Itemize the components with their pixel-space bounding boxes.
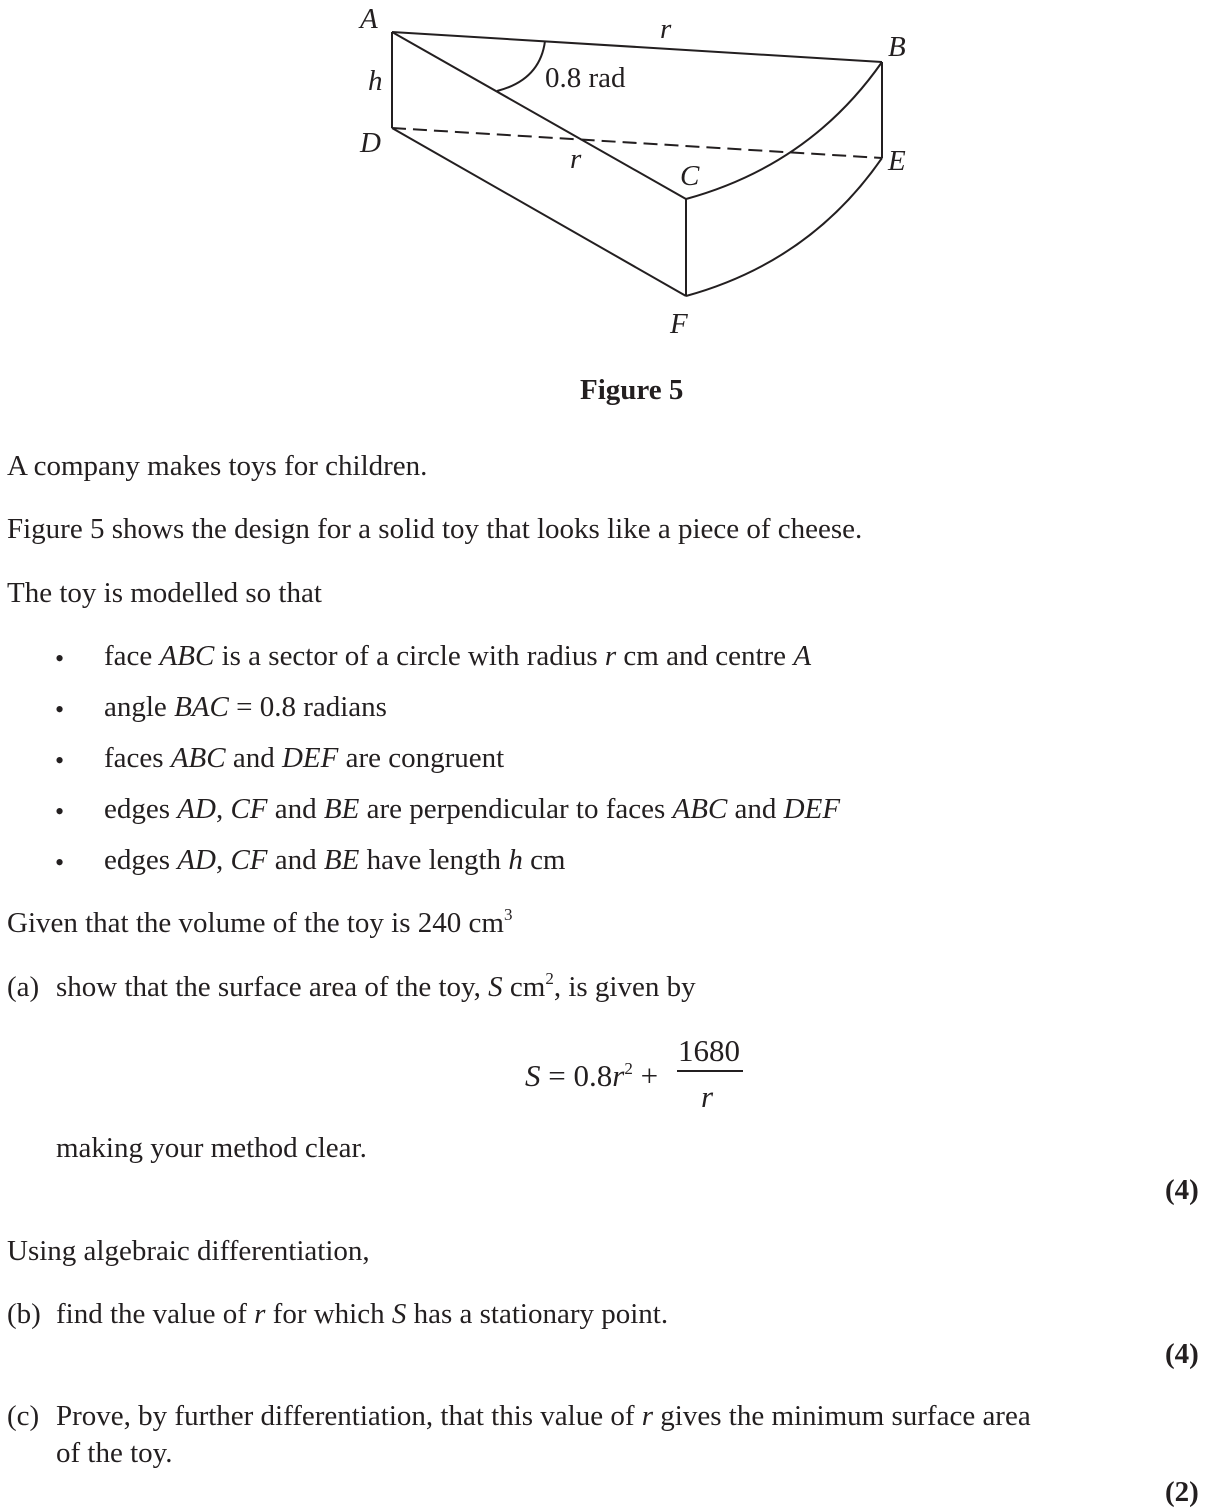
text-fragment: are perpendicular to faces bbox=[359, 793, 673, 825]
label-E: E bbox=[888, 145, 906, 177]
math-variable: r bbox=[254, 1298, 266, 1330]
part-a-label: (a) bbox=[7, 971, 40, 1003]
part-a-question bbox=[56, 969, 696, 1003]
part-c-marks: (2) bbox=[1165, 1476, 1199, 1508]
instruction-using: Using algebraic differentiation, bbox=[7, 1235, 370, 1267]
intro-line-3: The toy is modelled so that bbox=[7, 577, 322, 609]
edge-DF bbox=[392, 128, 686, 296]
formula-power: 2 bbox=[624, 1059, 633, 1078]
math-variable: BE bbox=[323, 793, 360, 825]
bullet-icon: • bbox=[55, 695, 65, 724]
part-a-var-S: S bbox=[488, 971, 503, 1003]
text-fragment: find the value of bbox=[56, 1298, 255, 1330]
math-variable: r bbox=[641, 1400, 654, 1432]
angle-arc bbox=[497, 41, 545, 91]
text-fragment: Prove, by further differentiation, that this value of bbox=[56, 1400, 642, 1432]
part-c-question bbox=[56, 1402, 1031, 1431]
label-F: F bbox=[670, 308, 688, 340]
text-fragment: edges bbox=[104, 793, 178, 825]
figure-5-diagram bbox=[0, 0, 1218, 340]
math-variable: r bbox=[604, 640, 617, 672]
math-variable: CF bbox=[230, 844, 268, 876]
formula-S: S bbox=[525, 1058, 541, 1093]
intro-line-2: Figure 5 shows the design for a solid toy that looks like a piece of cheese. bbox=[7, 513, 863, 545]
formula-fraction-bar bbox=[677, 1070, 743, 1072]
formula-plus: + bbox=[632, 1058, 659, 1093]
bullet-icon: • bbox=[55, 746, 65, 775]
part-a-marks: (4) bbox=[1165, 1174, 1199, 1206]
label-B: B bbox=[888, 31, 906, 63]
math-variable: ABC bbox=[159, 640, 215, 672]
label-angle: 0.8 rad bbox=[545, 62, 626, 94]
figure-caption: Figure 5 bbox=[580, 374, 684, 406]
text-fragment: angle bbox=[104, 691, 175, 723]
math-variable: h bbox=[508, 844, 523, 876]
bullet-icon: • bbox=[55, 848, 65, 877]
label-C: C bbox=[680, 160, 700, 192]
condition-item bbox=[104, 846, 566, 875]
part-b-marks: (4) bbox=[1165, 1338, 1199, 1370]
math-variable: S bbox=[391, 1298, 407, 1330]
math-variable: AD bbox=[177, 793, 216, 825]
bullet-icon: • bbox=[55, 644, 65, 673]
formula-coefficient: = 0.8 bbox=[540, 1058, 613, 1093]
formula-denominator: r bbox=[701, 1079, 714, 1114]
formula-r: r bbox=[612, 1058, 625, 1093]
edge-AC bbox=[392, 32, 686, 199]
volume-statement bbox=[7, 905, 513, 939]
part-c-label: (c) bbox=[7, 1400, 40, 1432]
text-fragment: and bbox=[225, 742, 282, 774]
text-fragment: is a sector of a circle with radius bbox=[214, 640, 605, 672]
math-variable: CF bbox=[230, 793, 268, 825]
label-D: D bbox=[360, 127, 381, 159]
formula-lhs bbox=[525, 1058, 658, 1094]
part-a-unit-power: 2 bbox=[545, 969, 554, 988]
label-r-top: r bbox=[660, 13, 672, 45]
text-fragment: have length bbox=[359, 844, 509, 876]
math-variable: DEF bbox=[281, 742, 339, 774]
text-fragment: cm bbox=[522, 844, 566, 876]
text-fragment: , bbox=[215, 844, 231, 876]
label-A: A bbox=[360, 3, 378, 35]
text-fragment: = 0.8 radians bbox=[228, 691, 387, 723]
math-variable: ABC bbox=[170, 742, 226, 774]
text-fragment: and bbox=[267, 793, 324, 825]
part-b-question bbox=[56, 1300, 668, 1329]
text-fragment: for which bbox=[265, 1298, 392, 1330]
math-variable: AD bbox=[177, 844, 216, 876]
part-a-text-after: , is given by bbox=[553, 971, 696, 1003]
label-r-mid: r bbox=[570, 143, 582, 175]
condition-item bbox=[104, 795, 840, 824]
condition-item bbox=[104, 744, 504, 773]
formula-numerator: 1680 bbox=[678, 1033, 740, 1068]
part-a-closing: making your method clear. bbox=[56, 1132, 367, 1164]
label-h: h bbox=[368, 65, 383, 97]
bullet-icon: • bbox=[55, 797, 65, 826]
volume-text: Given that the volume of the toy is 240 cm bbox=[7, 907, 504, 939]
part-a-unit: cm bbox=[502, 971, 546, 1003]
part-b-label: (b) bbox=[7, 1298, 41, 1330]
arc-CB bbox=[686, 62, 882, 199]
math-variable: DEF bbox=[783, 793, 841, 825]
text-fragment: and bbox=[267, 844, 324, 876]
text-fragment: gives the minimum surface area bbox=[653, 1400, 1031, 1432]
text-fragment: and bbox=[727, 793, 784, 825]
text-fragment: edges bbox=[104, 844, 178, 876]
part-a-text: show that the surface area of the toy, bbox=[56, 971, 489, 1003]
edge-AB bbox=[392, 32, 882, 62]
arc-FE bbox=[686, 158, 882, 296]
text-fragment: , bbox=[215, 793, 231, 825]
text-fragment: cm and centre bbox=[616, 640, 794, 672]
condition-item bbox=[104, 693, 387, 722]
math-variable: ABC bbox=[672, 793, 728, 825]
math-variable: BAC bbox=[174, 691, 229, 723]
text-fragment: face bbox=[104, 640, 160, 672]
part-c-question-line-2: of the toy. bbox=[56, 1437, 173, 1469]
text-fragment: faces bbox=[104, 742, 171, 774]
volume-unit-power: 3 bbox=[503, 905, 513, 924]
edge-DE-hidden bbox=[392, 128, 882, 158]
intro-line-1: A company makes toys for children. bbox=[7, 450, 428, 482]
condition-item bbox=[104, 642, 811, 671]
math-variable: BE bbox=[323, 844, 360, 876]
text-fragment: are congruent bbox=[338, 742, 505, 774]
math-variable: A bbox=[793, 640, 812, 672]
text-fragment: has a stationary point. bbox=[406, 1298, 669, 1330]
